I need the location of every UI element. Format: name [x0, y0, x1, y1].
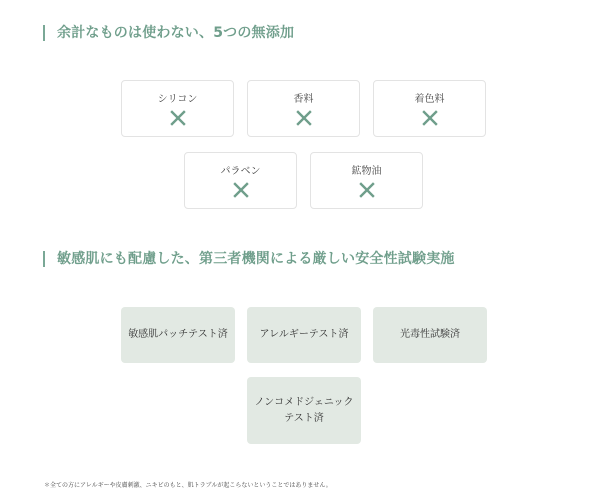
safety-test-card-allergy: [247, 307, 361, 363]
additive-free-card-colorant: [373, 80, 486, 137]
cross-icon: [359, 182, 375, 198]
additive-free-card-label: 着色料: [414, 94, 445, 105]
footnote: ＊全ての方にアレルギーや皮膚刺激、ニキビのもと、肌トラブルが起こらないということではありません。: [44, 482, 332, 489]
safety-test-card-label: 光毒性試験済: [400, 329, 460, 340]
cross-icon: [422, 110, 438, 126]
additive-free-card-mineral-oil: [310, 152, 423, 209]
additive-free-card-label: パラベン: [220, 166, 261, 177]
safety-test-card-label-line-2: テスト済: [284, 412, 324, 424]
section-heading-additive-free: 余計なものは使わない、5つの無添加: [43, 25, 294, 41]
safety-test-card-noncomedogenic: [247, 377, 361, 444]
cross-icon: [170, 110, 186, 126]
safety-test-card-phototoxicity: [373, 307, 487, 363]
safety-test-card-label: アレルギーテスト済: [259, 329, 349, 340]
additive-free-card-label: 鉱物油: [351, 166, 382, 177]
safety-test-card-label: 敏感肌パッチテスト済: [128, 329, 228, 340]
cross-icon: [296, 110, 312, 126]
additive-free-card-label: 香料: [293, 94, 314, 105]
additive-free-card-paraben: [184, 152, 297, 209]
safety-test-card-text: [255, 395, 354, 427]
safety-test-card-patch: [121, 307, 235, 363]
additive-free-card-label: シリコン: [157, 94, 198, 105]
section-heading-safety-tests: 敏感肌にも配慮した、第三者機関による厳しい安全性試験実施: [43, 251, 455, 267]
cross-icon: [233, 182, 249, 198]
safety-test-card-label-line-1: ノンコメドジェニック: [254, 396, 354, 408]
additive-free-card-fragrance: [247, 80, 360, 137]
additive-free-card-silicone: [121, 80, 234, 137]
